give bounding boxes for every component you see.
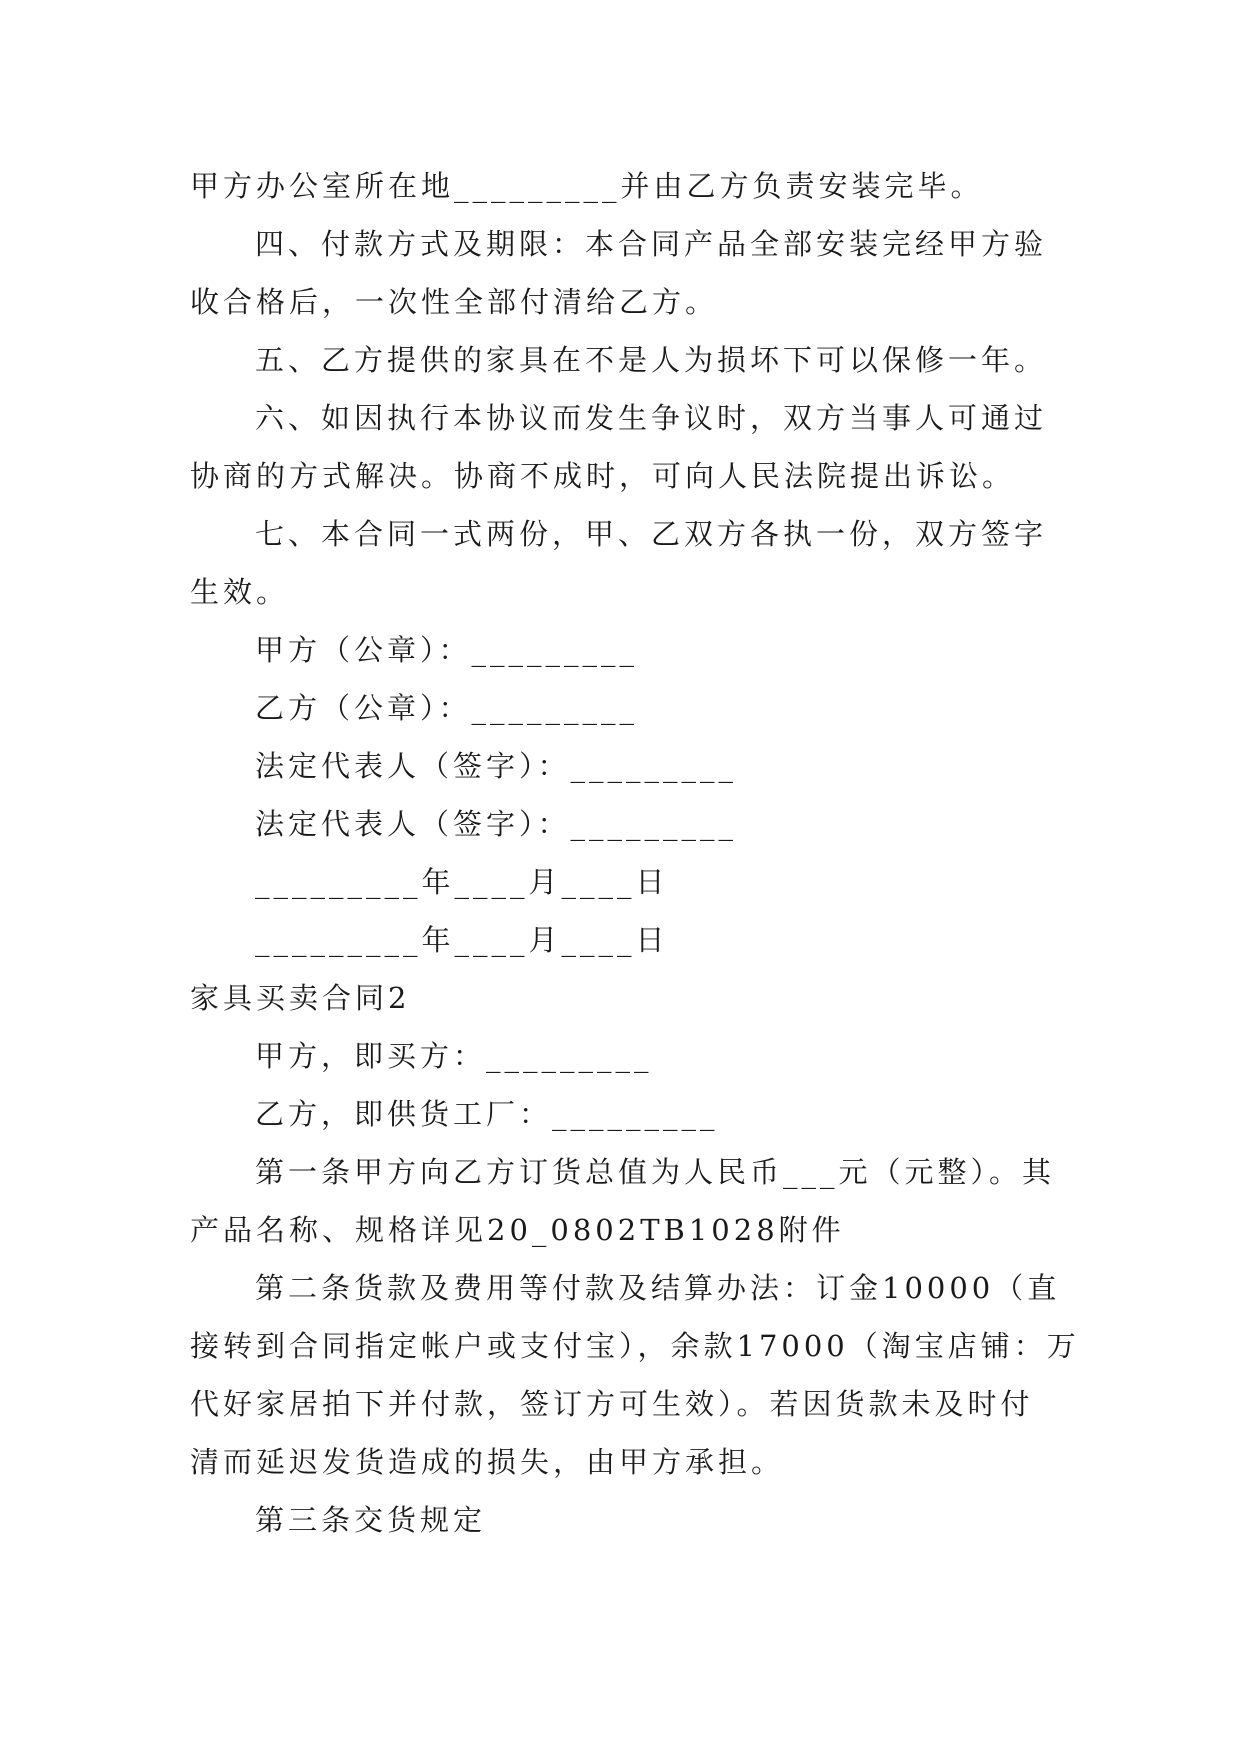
signature-line: 甲方（公章）：_________ (255, 633, 639, 667)
contract-title: 家具买卖合同2 (190, 981, 411, 1015)
paragraph-line: 第二条货款及费用等付款及结算办法：订金10000（直 (255, 1271, 1061, 1305)
paragraph-line: 七、本合同一式两份，甲、乙双方各执一份，双方签字 (255, 517, 1048, 551)
signature-line: 法定代表人（签字）：_________ (255, 807, 738, 841)
party-line: 甲方，即买方：_________ (255, 1039, 653, 1073)
signature-line: 乙方（公章）：_________ (255, 691, 639, 725)
paragraph-line: 六、如因执行本协议而发生争议时，双方当事人可通过 (255, 401, 1048, 435)
paragraph-line: 协商的方式解决。协商不成时，可向人民法院提出诉讼。 (190, 459, 1016, 493)
paragraph-line: 产品名称、规格详见20_0802TB1028附件 (190, 1213, 845, 1247)
paragraph-line: 代好家居拍下并付款，签订方可生效）。若因货款未及时付 (190, 1387, 1034, 1421)
paragraph-line: 生效。 (190, 575, 290, 609)
section-heading: 第三条交货规定 (255, 1503, 487, 1537)
signature-line: 法定代表人（签字）：_________ (255, 749, 738, 783)
paragraph-line: 四、付款方式及期限：本合同产品全部安装完经甲方验 (255, 227, 1048, 261)
date-line: _________年____月____日 (255, 923, 669, 957)
paragraph-line: 五、乙方提供的家具在不是人为损坏下可以保修一年。 (255, 343, 1048, 377)
paragraph-line: 收合格后，一次性全部付清给乙方。 (190, 285, 719, 319)
paragraph-line: 第一条甲方向乙方订货总值为人民币___元（元整）。其 (255, 1155, 1056, 1189)
paragraph-line: 接转到合同指定帐户或支付宝），余款17000（淘宝店铺：万 (190, 1329, 1080, 1363)
paragraph-line: 甲方办公室所在地_________并由乙方负责安装完毕。 (190, 169, 984, 203)
party-line: 乙方，即供货工厂：_________ (255, 1097, 719, 1131)
date-line: _________年____月____日 (255, 865, 669, 899)
paragraph-line: 清而延迟发货造成的损失，由甲方承担。 (190, 1445, 785, 1479)
